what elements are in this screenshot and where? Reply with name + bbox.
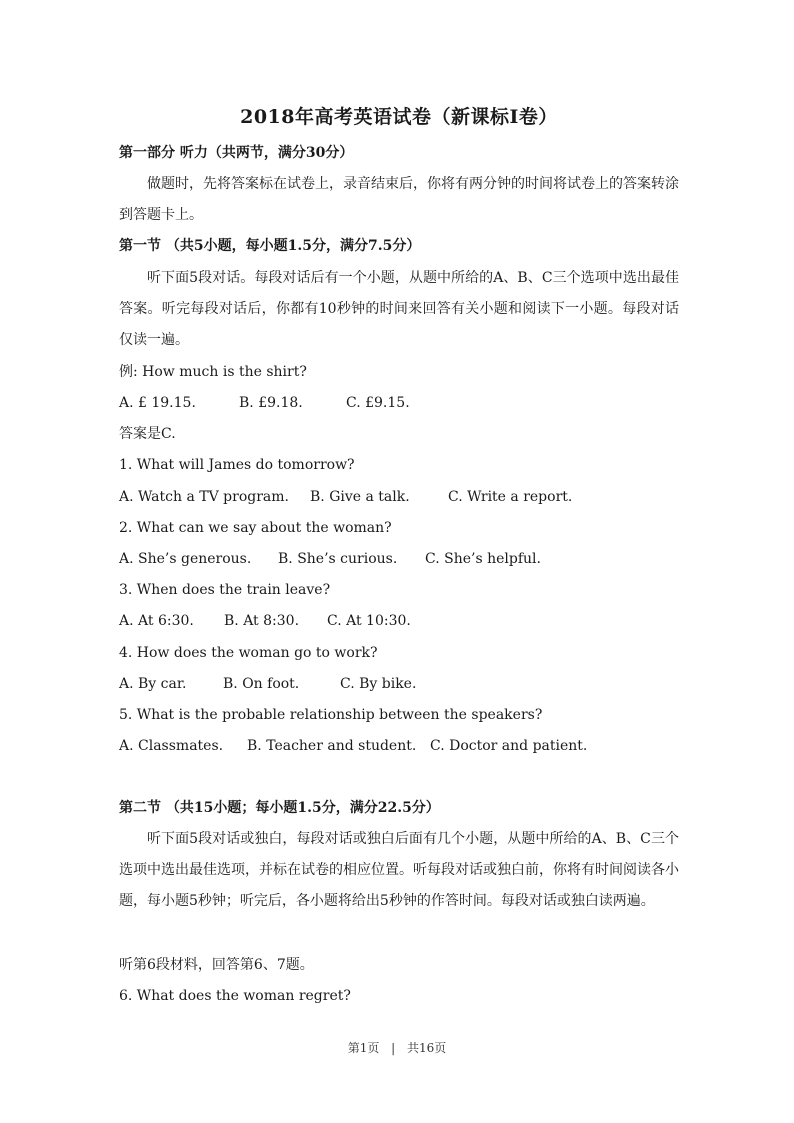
section2-instructions: 听下面5段对话或独白，每段对话或独白后面有几个小题，从题中所给的A、B、C三个选项中选出最佳选项，并标在试卷的相应位置。听每段对话或独白前，你将有时间阅读各小题，每小题5秒钟；听完后，各小题将给出5秒钟的作答时间。每段对话或独白读两遍。 (119, 831, 679, 909)
section2-heading: 第二节 （共15小题；每小题1.5分，满分22.5分） (119, 800, 440, 816)
part1-heading: 第一部分 听力（共两节，满分30分） (119, 145, 354, 161)
section1-instructions: 听下面5段对话。每段对话后有一个小题，从题中所给的A、B、C三个选项中选出最佳答案。听完每段对话后，你都有10秒钟的时间来回答有关小题和阅读下一小题。每段对话仅读一遍。 (119, 270, 679, 348)
option-b: B. She’s curious. (278, 551, 398, 567)
example-answer: 答案是C. (119, 426, 176, 442)
option-c: C. At 10:30. (327, 613, 411, 629)
option-c: C. By bike. (340, 676, 417, 692)
question-4: 4. How does the woman go to work? (119, 645, 378, 661)
option-a: A. She’s generous. (119, 551, 252, 567)
page-footer (0, 1040, 794, 1056)
footer-separator: | (391, 1041, 396, 1055)
option-a: A. Watch a TV program. (119, 489, 289, 505)
option-b: B. At 8:30. (224, 613, 300, 629)
example-question: 例: How much is the shirt? (119, 364, 307, 380)
option-b: B. Give a talk. (310, 489, 410, 505)
document-page (119, 0, 679, 1123)
material-6-label: 听第6段材料，回答第6、7题。 (119, 957, 314, 973)
question-3: 3. When does the train leave? (119, 582, 331, 598)
question-2: 2. What can we say about the woman? (119, 520, 392, 536)
option-c: C. Write a report. (448, 489, 573, 505)
part1-instructions: 做题时，先将答案标在试卷上，录音结束后，你将有两分钟的时间将试卷上的答案转涂到答题卡上。 (119, 176, 679, 223)
option-c: C. She’s helpful. (425, 551, 541, 567)
question-5: 5. What is the probable relationship between the speakers? (119, 707, 543, 723)
question-1: 1. What will James do tomorrow? (119, 457, 355, 473)
page-title: 2018年高考英语试卷（新课标I卷） (240, 106, 558, 128)
option-a: A. By car. (119, 676, 187, 692)
page-number: 第1页 (347, 1041, 380, 1055)
section1-heading: 第一节 （共5小题，每小题1.5分，满分7.5分） (119, 238, 421, 254)
option-c: C. Doctor and patient. (430, 738, 588, 754)
question-6: 6. What does the woman regret? (119, 988, 351, 1004)
option-a: A. At 6:30. (119, 613, 194, 629)
page-total: 共16页 (407, 1041, 447, 1055)
option-b: B. On foot. (223, 676, 300, 692)
option-a: A. £ 19.15. (119, 395, 196, 411)
option-c: C. £9.15. (346, 395, 410, 411)
option-b: B. £9.18. (239, 395, 303, 411)
option-a: A. Classmates. (119, 738, 224, 754)
option-b: B. Teacher and student. (247, 738, 417, 754)
